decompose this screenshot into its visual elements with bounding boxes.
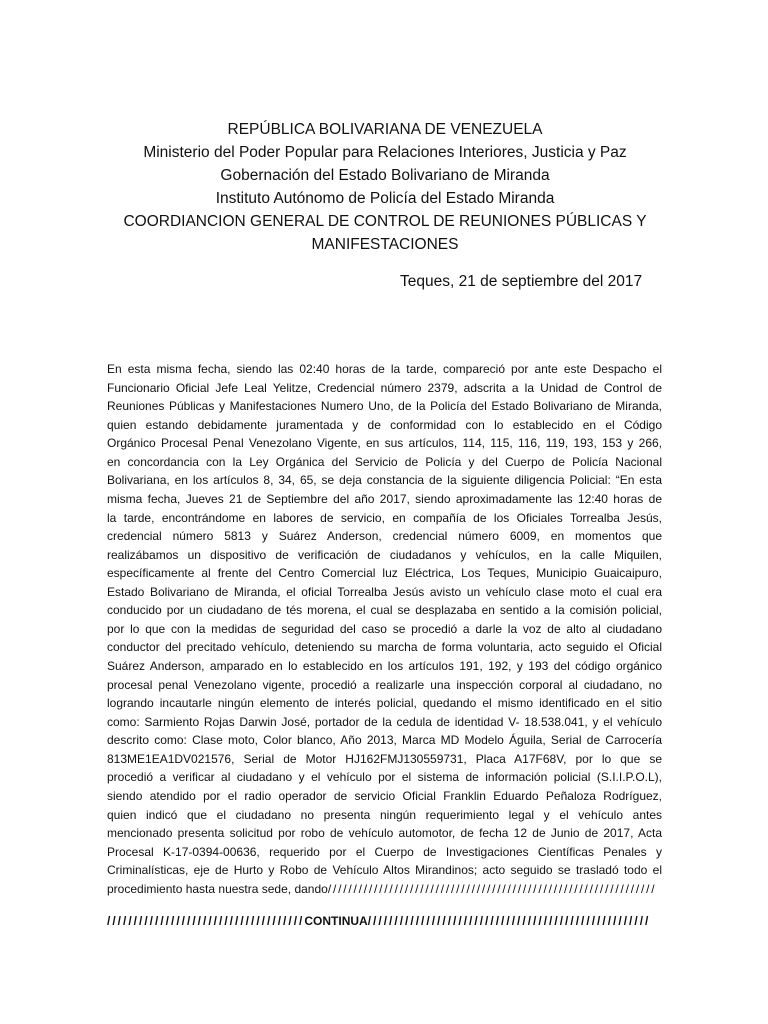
body-line: Bolivariana, en los artículos 8, 34, 65, se deja constancia de la siguiente diligencia Policial: “En esta (107, 473, 662, 488)
body-line: realizábamos un dispositivo de verificación de ciudadanos y vehículos, en la calle Miquilen, (107, 547, 662, 562)
body-line: conductor del precitado vehículo, deteniendo su marcha de forma voluntaria, acto seguido el Oficial (107, 640, 662, 655)
body-line: como: Sarmiento Rojas Darwin José, portador de la cedula de identidad V- 18.538.041, y el vehículo (107, 714, 662, 729)
continua-label: CONTINUA (304, 914, 368, 928)
body-line: procedió a verificar al ciudadano y el vehículo por el sistema de información policial (S.I.I.P.O.L), (107, 770, 662, 785)
body-line: Funcionario Oficial Jefe Leal Yelitze, Credencial número 2379, adscrita a la Unidad de Control de (107, 380, 662, 395)
header-institute: Instituto Autónomo de Policía del Estado Miranda (215, 190, 555, 207)
body-line: siendo atendido por el radio operador de servicio Oficial Franklin Eduardo Peñaloza Rodríguez, (107, 788, 662, 803)
letterhead (107, 118, 663, 256)
body-last-line-slash-fill: //////////////////////////////////////////////////////////////// (327, 881, 657, 896)
body-line-last (107, 880, 662, 899)
body-line: logrando incautarle ningún elemento de interés policial, quedando el mismo identificado en el sitio (107, 696, 662, 711)
body-line: En esta misma fecha, siendo las 02:40 horas de la tarde, compareció por ante este Despacho el (107, 362, 662, 376)
continua-line (107, 912, 650, 930)
body-line: la tarde, encontrándome en labores de servicio, en compañía de los Oficiales Torrealba Jesús, (107, 510, 662, 525)
header-republic: REPÚBLICA BOLIVARIANA DE VENEZUELA (227, 121, 543, 138)
continua-slash-fill-left: ///////////////////////////////////// (107, 914, 305, 928)
body-last-line-text: procedimiento hasta nuestra sede, dando (107, 881, 328, 896)
header-coordination: COORDIANCION GENERAL DE CONTROL DE REUNIONES PÚBLICAS Y MANIFESTACIONES (123, 213, 647, 253)
body-line: quien indicó que el ciudadano no presenta ningún requerimiento legal y el vehículo antes (107, 807, 662, 822)
body-line: 813ME1EA1DV021576, Serial de Motor HJ162FMJ130559731, Placa A17F68V, por lo que se (107, 751, 662, 766)
body-line: Reuniones Públicas y Manifestaciones Numero Uno, de la Policía del Estado Bolivariano de Miranda, (107, 399, 662, 414)
body-line: credencial número 5813 y Suárez Anderson, credencial número 6009, en momentos que (107, 529, 662, 544)
body-line: Criminalísticas, eje de Hurto y Robo de Vehículo Altos Mirandinos; acto seguido se trasladó todo el (107, 863, 662, 878)
document-date: Teques, 21 de septiembre del 2017 (400, 273, 643, 290)
body-line: misma fecha, Jueves 21 de Septiembre del año 2017, siendo aproximadamente las 12:40 horas de (107, 491, 662, 506)
body-line: Estado Bolivariano de Miranda, el oficial Torrealba Jesús avisto un vehículo clase moto el cual era (107, 584, 662, 599)
body-line: por lo que con la medidas de seguridad del caso se procedió a darle la voz de alto al ciudadano (107, 621, 662, 636)
body-line: Procesal K-17-0394-00636, requerido por el Cuerpo de Investigaciones Científicas Penales y (107, 844, 662, 859)
body-line: descrito como: Clase moto, Color blanco, Año 2013, Marca MD Modelo Águila, Serial de Carrocería (107, 733, 662, 748)
continua-slash-fill-right: ///////////////////////////////////////////////////// (367, 914, 651, 928)
header-government: Gobernación del Estado Bolivariano de Miranda (220, 167, 550, 184)
body-line: quien estando debidamente juramentada y de conformidad con lo establecido en el Código (107, 417, 662, 432)
body-line: procesal penal Venezolano vigente, procedió a realizarle una inspección corporal al ciudadano, no (107, 677, 662, 692)
body-line: específicamente al frente del Centro Comercial luz Eléctrica, Los Teques, Municipio Guaicaipuro, (107, 566, 662, 581)
body-line: Orgánico Procesal Penal Venezolano Vigente, en sus artículos, 114, 115, 116, 119, 193, 153 y 266, (107, 436, 662, 451)
body-line: Suárez Anderson, amparado en lo establecido en los artículos 191, 192, y 193 del código orgánico (107, 659, 662, 673)
body-line: mencionado presenta solicitud por robo de vehículo automotor, de fecha 12 de Junio de 2017, Acta (107, 826, 662, 841)
header-ministry: Ministerio del Poder Popular para Relaciones Interiores, Justicia y Paz (143, 144, 627, 161)
body-line: conducido por un ciudadano de tés morena, el cual se desplazaba en sentido a la comisión policial, (107, 603, 662, 618)
report-body (107, 360, 662, 898)
body-line: en concordancia con la Ley Orgánica del Servicio de Policía y del Cuerpo de Policía Nacional (107, 454, 662, 469)
